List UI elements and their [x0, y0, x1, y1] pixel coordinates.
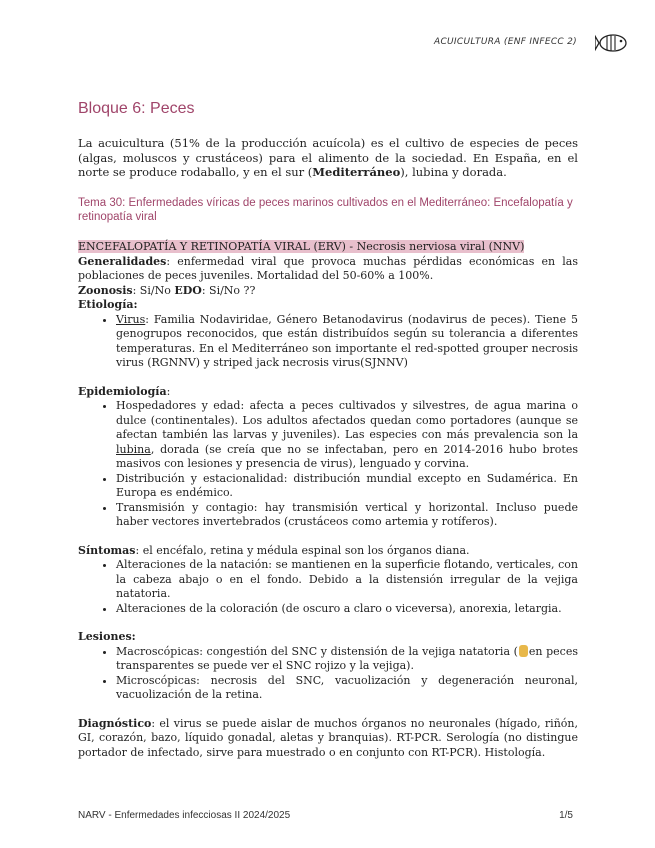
- sintomas-list: [78, 558, 578, 616]
- list-item: • Microscópicas: necrosis del SNC, vacuolización y degeneración neuronal, vacuolización de la retina.: [116, 674, 578, 703]
- main-content: [78, 240, 578, 760]
- lesiones-label: Lesiones:: [78, 630, 136, 643]
- generalidades: Generalidades: enfermedad viral que provoca muchas pérdidas económicas en las poblaciones de peces juveniles. Mortalidad del 50-60% a 100%.: [78, 254, 578, 282]
- etiologia-list: [78, 313, 578, 371]
- header-title: ACUICULTURA (ENF INFECC 2): [434, 37, 577, 47]
- list-item: • Alteraciones de la coloración (de oscuro a claro o viceversa), anorexia, letargia.: [116, 602, 578, 617]
- etiologia-label: Etiología:: [78, 298, 138, 311]
- pointing-hand-icon: [519, 645, 528, 657]
- intro-paragraph: La acuicultura (51% de la producción acuícola) es el cultivo de especies de peces (algas, moluscos y crustáceos) para el alimento de la sociedad. En España, en el norte se produce rodaballo, y en el sur (Mediterráneo), lubina y dorada.: [78, 136, 578, 179]
- list-item: • Alteraciones de la natación: se mantienen en la superficie flotando, verticales, con la cabeza abajo o en el fondo. Debido a la distensión irregular de la vejiga natatoria.: [116, 558, 578, 602]
- block-title: Bloque 6: Peces: [78, 100, 195, 117]
- zoonosis: Zoonosis: Si/No EDO: Si/No ??: [78, 283, 256, 297]
- epidemiologia-list: [78, 399, 578, 530]
- lesiones-list: [78, 645, 578, 703]
- epidemiologia-label: Epidemiología:: [78, 384, 171, 398]
- erv-title: ENCEFALOPATÍA Y RETINOPATÍA VIRAL (ERV) - Necrosis nerviosa viral (NNV): [78, 240, 525, 253]
- topic-heading: Tema 30: Enfermedades víricas de peces marinos cultivados en el Mediterráneo: Encefalopatía y retinopatía viral: [78, 197, 573, 223]
- footer-course: NARV - Enfermedades infecciosas II 2024/2025: [78, 810, 291, 821]
- fish-icon: [595, 32, 627, 54]
- list-item: • Macroscópicas: congestión del SNC y distensión de la vejiga natatoria ( en peces transparentes se puede ver el SNC rojizo y la vejiga).: [116, 645, 578, 674]
- diagnostico: Diagnóstico: el virus se puede aislar de muchos órganos no neuronales (hígado, riñón, GI, corazón, bazo, líquido gonadal, aletas y branquias). RT-PCR. Serología (no distingue portador de infectado, sirve para muestrado o en conjunto con RT-PCR). Histología.: [78, 716, 578, 759]
- list-item: • Transmisión y contagio: hay transmisión vertical y horizontal. Incluso puede haber vectores invertebrados (crustáceos como artemia y rotíferos).: [116, 501, 578, 530]
- list-item: • Hospedadores y edad: afecta a peces cultivados y silvestres, de agua marina o dulce (continentales). Los adultos afectados quedan como portadores (aunque se afectan también las larvas y juveniles). Las especies con más prevalencia son la lubina, dorada (se creía que no se infectaban, pero en 2014-2016 hubo brotes masivos con lesiones y presencia de virus), lenguado y corvina.: [116, 399, 578, 472]
- list-item: • Distribución y estacionalidad: distribución mundial excepto en Sudamérica. En Europa es endémico.: [116, 472, 578, 501]
- list-item: • Virus: Familia Nodaviridae, Género Betanodavirus (nodavirus de peces). Tiene 5 genogrupos reconocidos, que están distribuídos según su tolerancia a diferentes temperaturas. En el Mediterráneo son importante el red-spotted grouper necrosis virus (RGNNV) y striped jack necrosis virus(SJNNV): [116, 313, 578, 371]
- page-number: 1/5: [559, 810, 573, 821]
- sintomas: Síntomas: el encéfalo, retina y médula espinal son los órganos diana.: [78, 543, 470, 557]
